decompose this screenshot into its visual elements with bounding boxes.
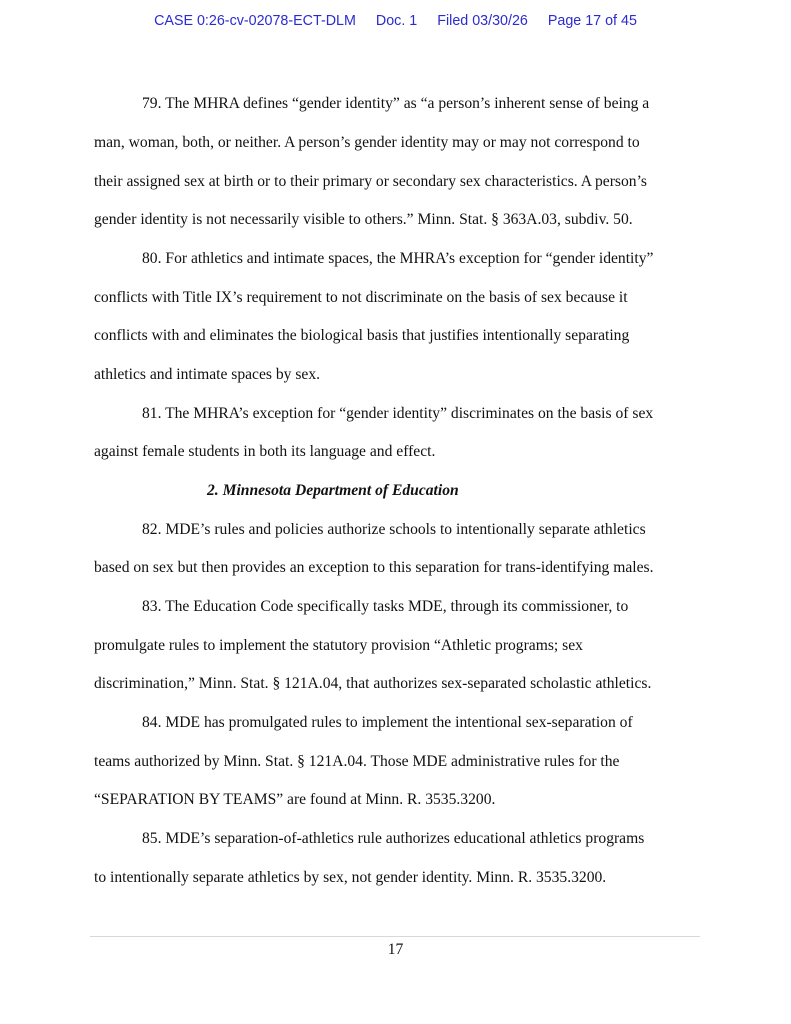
case-header (0, 13, 791, 29)
paragraph-79-line-4: gender identity is not necessarily visible to others.” Minn. Stat. § 363A.03, subdiv. 50. (94, 211, 633, 228)
paragraph-84-line-2: teams authorized by Minn. Stat. § 121A.04. Those MDE administrative rules for the (94, 753, 620, 770)
paragraph-80-line-3: conflicts with and eliminates the biological basis that justifies intentionally separating (94, 327, 630, 344)
paragraph-81-line-2: against female students in both its language and effect. (94, 443, 436, 460)
paragraph-85-line-1: 85. MDE’s separation-of-athletics rule authorizes educational athletics programs (142, 830, 645, 847)
paragraph-84-line-3: “SEPARATION BY TEAMS” are found at Minn. R. 3535.3200. (94, 791, 496, 808)
paragraph-85-line-2: to intentionally separate athletics by sex, not gender identity. Minn. R. 3535.3200. (94, 869, 607, 886)
paragraph-83-line-3: discrimination,” Minn. Stat. § 121A.04, that authorizes sex-separated scholastic athletics. (94, 675, 652, 692)
footer-divider (90, 936, 700, 937)
paragraph-79-line-3: their assigned sex at birth or to their primary or secondary sex characteristics. A person’s (94, 173, 647, 190)
page-number: 17 (387, 941, 404, 958)
section-heading: 2. Minnesota Department of Education (207, 482, 459, 499)
paragraph-80-line-2: conflicts with Title IX’s requirement to not discriminate on the basis of sex because it (94, 289, 628, 306)
paragraph-83-line-2: promulgate rules to implement the statutory provision “Athletic programs; sex (94, 637, 583, 654)
doc-number: Doc. 1 (375, 13, 418, 29)
paragraph-79-line-2: man, woman, both, or neither. A person’s gender identity may or may not correspond to (94, 134, 640, 151)
paragraph-80-line-1: 80. For athletics and intimate spaces, the MHRA’s exception for “gender identity” (142, 250, 654, 267)
filed-date: Filed 03/30/26 (437, 13, 528, 29)
paragraph-82-line-1: 82. MDE’s rules and policies authorize schools to intentionally separate athletics (142, 521, 646, 538)
paragraph-82-line-2: based on sex but then provides an exception to this separation for trans-identifying males. (94, 559, 654, 576)
page-of-total: Page 17 of 45 (547, 13, 637, 29)
paragraph-83-line-1: 83. The Education Code specifically tasks MDE, through its commissioner, to (142, 598, 629, 615)
paragraph-81-line-1: 81. The MHRA’s exception for “gender identity” discriminates on the basis of sex (142, 405, 654, 422)
case-number: CASE 0:26-cv-02078-ECT-DLM (154, 13, 356, 29)
paragraph-80-line-4: athletics and intimate spaces by sex. (94, 366, 321, 383)
paragraph-84-line-1: 84. MDE has promulgated rules to implement the intentional sex-separation of (142, 714, 633, 731)
paragraph-79-line-1: 79. The MHRA defines “gender identity” as “a person’s inherent sense of being a (142, 95, 650, 112)
